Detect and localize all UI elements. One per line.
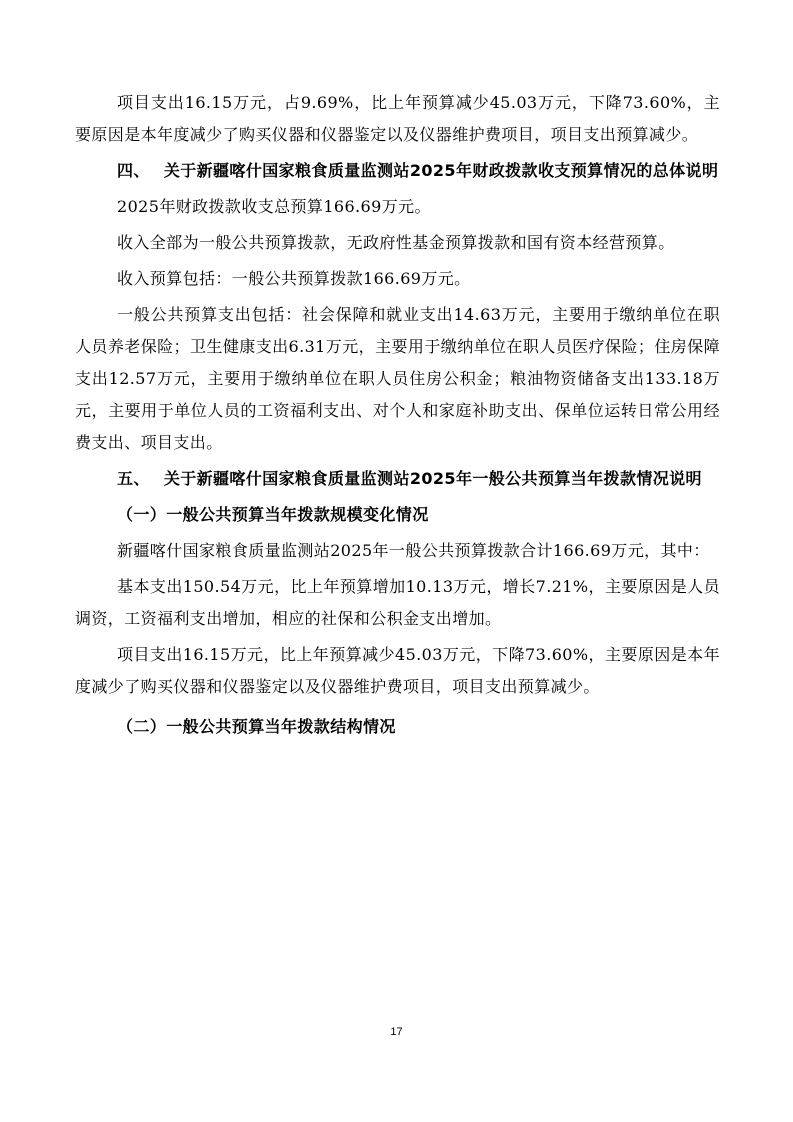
section-title-5: 关于新疆喀什国家粮食质量监测站2025年一般公共预算当年拨款情况说明 xyxy=(163,469,702,488)
paragraph-total-budget: 2025年财政拨款收支总预算166.69万元。 xyxy=(117,197,431,216)
paragraph-income-source: 收入全部为一般公共预算拨款，无政府性基金预算拨款和国有资本经营预算。 xyxy=(117,233,675,252)
section-heading-4 xyxy=(75,155,720,187)
paragraph-project-expenditure: 项目支出16.15万元，比上年预算减少45.03万元，下降73.60%，主要原因是本年度减少了购买仪器和仪器鉴定以及仪器维护费项目，项目支出预算减少。 xyxy=(75,645,720,696)
subheading-scale-change: （一）一般公共预算当年拨款规模变化情况 xyxy=(117,505,429,524)
page-body xyxy=(75,87,720,747)
section-number-5: 五、 xyxy=(117,469,150,488)
subheading-structure: （二）一般公共预算当年拨款结构情况 xyxy=(117,717,396,736)
section-title-4: 关于新疆喀什国家粮食质量监测站2025年财政拨款收支预算情况的总体说明 xyxy=(163,161,719,180)
paragraph-basic-expenditure: 基本支出150.54万元，比上年预算增加10.13万元，增长7.21%，主要原因是人员调资，工资福利支出增加，相应的社保和公积金支出增加。 xyxy=(75,577,720,628)
paragraph-project-expenditure-share: 项目支出16.15万元，占9.69%，比上年预算减少45.03万元，下降73.60%，主要原因是本年度减少了购买仪器和仪器鉴定以及仪器维护费项目，项目支出预算减少。 xyxy=(75,93,720,144)
paragraph-income-budget: 收入预算包括：一般公共预算拨款166.69万元。 xyxy=(117,269,471,288)
paragraph-expenditure-breakdown: 一般公共预算支出包括：社会保障和就业支出14.63万元，主要用于缴纳单位在职人员养老保险；卫生健康支出6.31万元，主要用于缴纳单位在职人员医疗保险；住房保障支出12.57万元，主要用于缴纳单位在职人员住房公积金；粮油物资储备支出133.18万元，主要用于单位人员的工资福利支出、对个人和家庭补助支出、保单位运转日常公用经费支出、项目支出。 xyxy=(75,305,720,452)
page-number: 17 xyxy=(390,1026,403,1038)
section-heading-5 xyxy=(75,463,720,495)
section-number-4: 四、 xyxy=(117,161,150,180)
paragraph-general-budget-total: 新疆喀什国家粮食质量监测站2025年一般公共预算拨款合计166.69万元，其中： xyxy=(117,541,710,560)
